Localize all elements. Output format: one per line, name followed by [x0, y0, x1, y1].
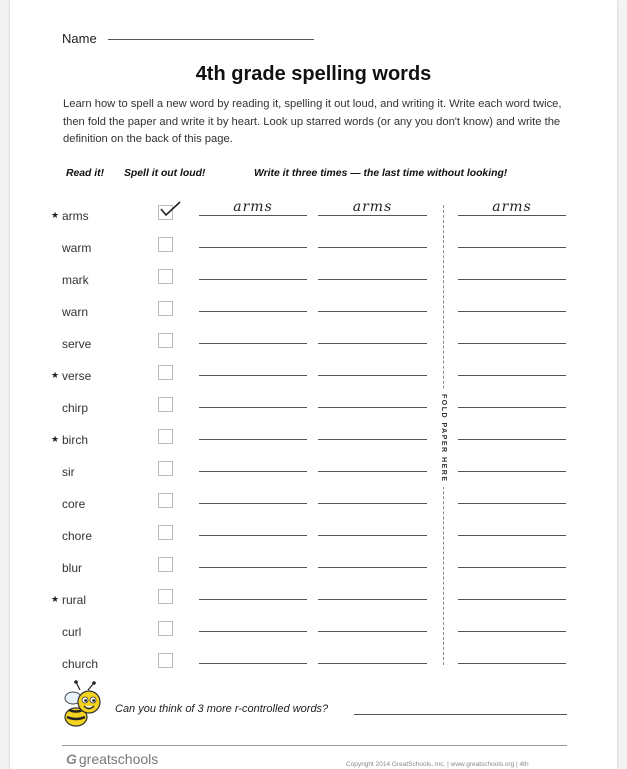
- spelled-checkbox[interactable]: [158, 301, 173, 316]
- handwritten-word: arms: [233, 199, 273, 215]
- write-line-2[interactable]: [318, 599, 427, 600]
- word-row: [10, 369, 617, 401]
- write-line-3[interactable]: [458, 439, 566, 440]
- bee-icon: [62, 680, 106, 728]
- write-line-3[interactable]: [458, 375, 566, 376]
- word-row: [10, 529, 617, 561]
- star-icon: ★: [51, 370, 60, 380]
- write-line-1[interactable]: [199, 247, 307, 248]
- write-line-2[interactable]: [318, 279, 427, 280]
- spelled-checkbox[interactable]: [158, 237, 173, 252]
- star-icon: ★: [51, 434, 60, 444]
- write-line-1[interactable]: [199, 199, 307, 216]
- spelled-checkbox[interactable]: [158, 461, 173, 476]
- write-line-1[interactable]: [199, 343, 307, 344]
- handwritten-word: arms: [492, 199, 532, 215]
- word-row: [10, 199, 617, 241]
- word-row: [10, 433, 617, 465]
- write-line-3[interactable]: [458, 471, 566, 472]
- spelling-word: warm: [62, 241, 92, 255]
- write-line-2[interactable]: [318, 503, 427, 504]
- write-line-1[interactable]: [199, 279, 307, 280]
- write-line-2[interactable]: [318, 439, 427, 440]
- spelling-word: arms: [62, 209, 89, 223]
- page-title: 4th grade spelling words: [195, 63, 432, 85]
- spelling-word: core: [62, 497, 86, 511]
- word-row: [10, 593, 617, 625]
- write-line-2[interactable]: [318, 663, 427, 664]
- spelled-checkbox[interactable]: [158, 653, 173, 668]
- header-read-it: Read it!: [66, 168, 105, 179]
- write-line-2[interactable]: [318, 375, 427, 376]
- write-line-1[interactable]: [199, 535, 307, 536]
- write-line-3[interactable]: [458, 247, 566, 248]
- word-row: [10, 625, 617, 657]
- copyright-text: Copyright 2014 GreatSchools, Inc. | www.greatschools.org | 4th: [346, 761, 529, 768]
- spelling-word: chore: [62, 529, 93, 543]
- write-line-1[interactable]: [199, 663, 307, 664]
- greatschools-logo-mark-icon: G: [66, 751, 77, 767]
- word-row: [10, 305, 617, 337]
- spelled-checkbox[interactable]: [158, 397, 173, 412]
- name-field-line[interactable]: [108, 39, 314, 40]
- write-line-2[interactable]: [318, 471, 427, 472]
- word-row: [10, 561, 617, 593]
- spelled-checkbox[interactable]: [158, 269, 173, 284]
- checkmark-icon: [159, 200, 181, 218]
- write-line-2[interactable]: [318, 247, 427, 248]
- write-line-1[interactable]: [199, 407, 307, 408]
- spelled-checkbox[interactable]: [158, 333, 173, 348]
- write-line-2[interactable]: [318, 343, 427, 344]
- write-line-3[interactable]: [458, 407, 566, 408]
- write-line-3[interactable]: [458, 343, 566, 344]
- write-line-2[interactable]: [318, 567, 427, 568]
- write-line-2[interactable]: [318, 311, 427, 312]
- spelling-word: blur: [62, 561, 83, 575]
- bonus-question: Can you think of 3 more r-controlled words?: [115, 703, 329, 715]
- fold-label: FOLD PAPER HERE: [432, 390, 454, 487]
- spelling-word: verse: [62, 369, 92, 383]
- write-line-1[interactable]: [199, 503, 307, 504]
- write-line-1[interactable]: [199, 311, 307, 312]
- spelling-word: chirp: [62, 401, 89, 415]
- star-icon: ★: [51, 594, 60, 604]
- spelling-word: serve: [62, 337, 92, 351]
- word-row: [10, 497, 617, 529]
- spelled-checkbox[interactable]: [158, 525, 173, 540]
- instructions-paragraph: Learn how to spell a new word by reading it, spelling it out loud, and writing it. Write each word twice, then fold the paper and write it by heart. Look up starred words (or any you don't know) and write the definition on the back of this page.: [63, 98, 562, 145]
- write-line-1[interactable]: [199, 375, 307, 376]
- word-row: [10, 465, 617, 497]
- spelled-checkbox[interactable]: [158, 621, 173, 636]
- handwritten-word: arms: [352, 199, 393, 215]
- write-line-3[interactable]: [458, 631, 566, 632]
- write-line-2[interactable]: [318, 631, 427, 632]
- write-line-1[interactable]: [199, 631, 307, 632]
- bonus-answer-line[interactable]: [354, 714, 567, 715]
- word-row: [10, 401, 617, 433]
- spelling-word: curl: [62, 625, 82, 639]
- write-line-3[interactable]: [458, 663, 566, 664]
- logo-text: greatschools: [78, 751, 159, 767]
- write-line-2[interactable]: [318, 199, 427, 216]
- spelled-checkbox[interactable]: [158, 365, 173, 380]
- spelling-word: mark: [62, 273, 89, 287]
- write-line-1[interactable]: [199, 471, 307, 472]
- spelled-checkbox[interactable]: [158, 493, 173, 508]
- write-line-2[interactable]: [318, 407, 427, 408]
- write-line-3[interactable]: [458, 599, 566, 600]
- write-line-1[interactable]: [199, 599, 307, 600]
- name-label: Name: [62, 31, 97, 46]
- spelled-checkbox[interactable]: [158, 557, 173, 572]
- spelled-checkbox[interactable]: [158, 205, 173, 220]
- write-line-3[interactable]: [458, 311, 566, 312]
- word-row: [10, 273, 617, 305]
- header-spell-it: Spell it out loud!: [124, 168, 206, 179]
- word-row: [10, 337, 617, 369]
- spelled-checkbox[interactable]: [158, 429, 173, 444]
- write-line-3[interactable]: [458, 199, 566, 216]
- word-row: [10, 241, 617, 273]
- spelling-word: sir: [62, 465, 75, 479]
- header-write-it: Write it three times — the last time without looking!: [254, 168, 508, 179]
- footer-divider: [62, 745, 567, 746]
- worksheet-page: [10, 0, 617, 769]
- write-line-1[interactable]: [199, 567, 307, 568]
- spelling-word: rural: [62, 593, 87, 607]
- write-line-3[interactable]: [458, 503, 566, 504]
- write-line-3[interactable]: [458, 567, 566, 568]
- write-line-3[interactable]: [458, 279, 566, 280]
- write-line-2[interactable]: [318, 535, 427, 536]
- greatschools-logo: [66, 751, 158, 767]
- spelling-word: warn: [62, 305, 89, 319]
- star-icon: ★: [51, 210, 60, 220]
- spelling-word: church: [62, 657, 99, 671]
- spelled-checkbox[interactable]: [158, 589, 173, 604]
- write-line-1[interactable]: [199, 439, 307, 440]
- spelling-word: birch: [62, 433, 89, 447]
- write-line-3[interactable]: [458, 535, 566, 536]
